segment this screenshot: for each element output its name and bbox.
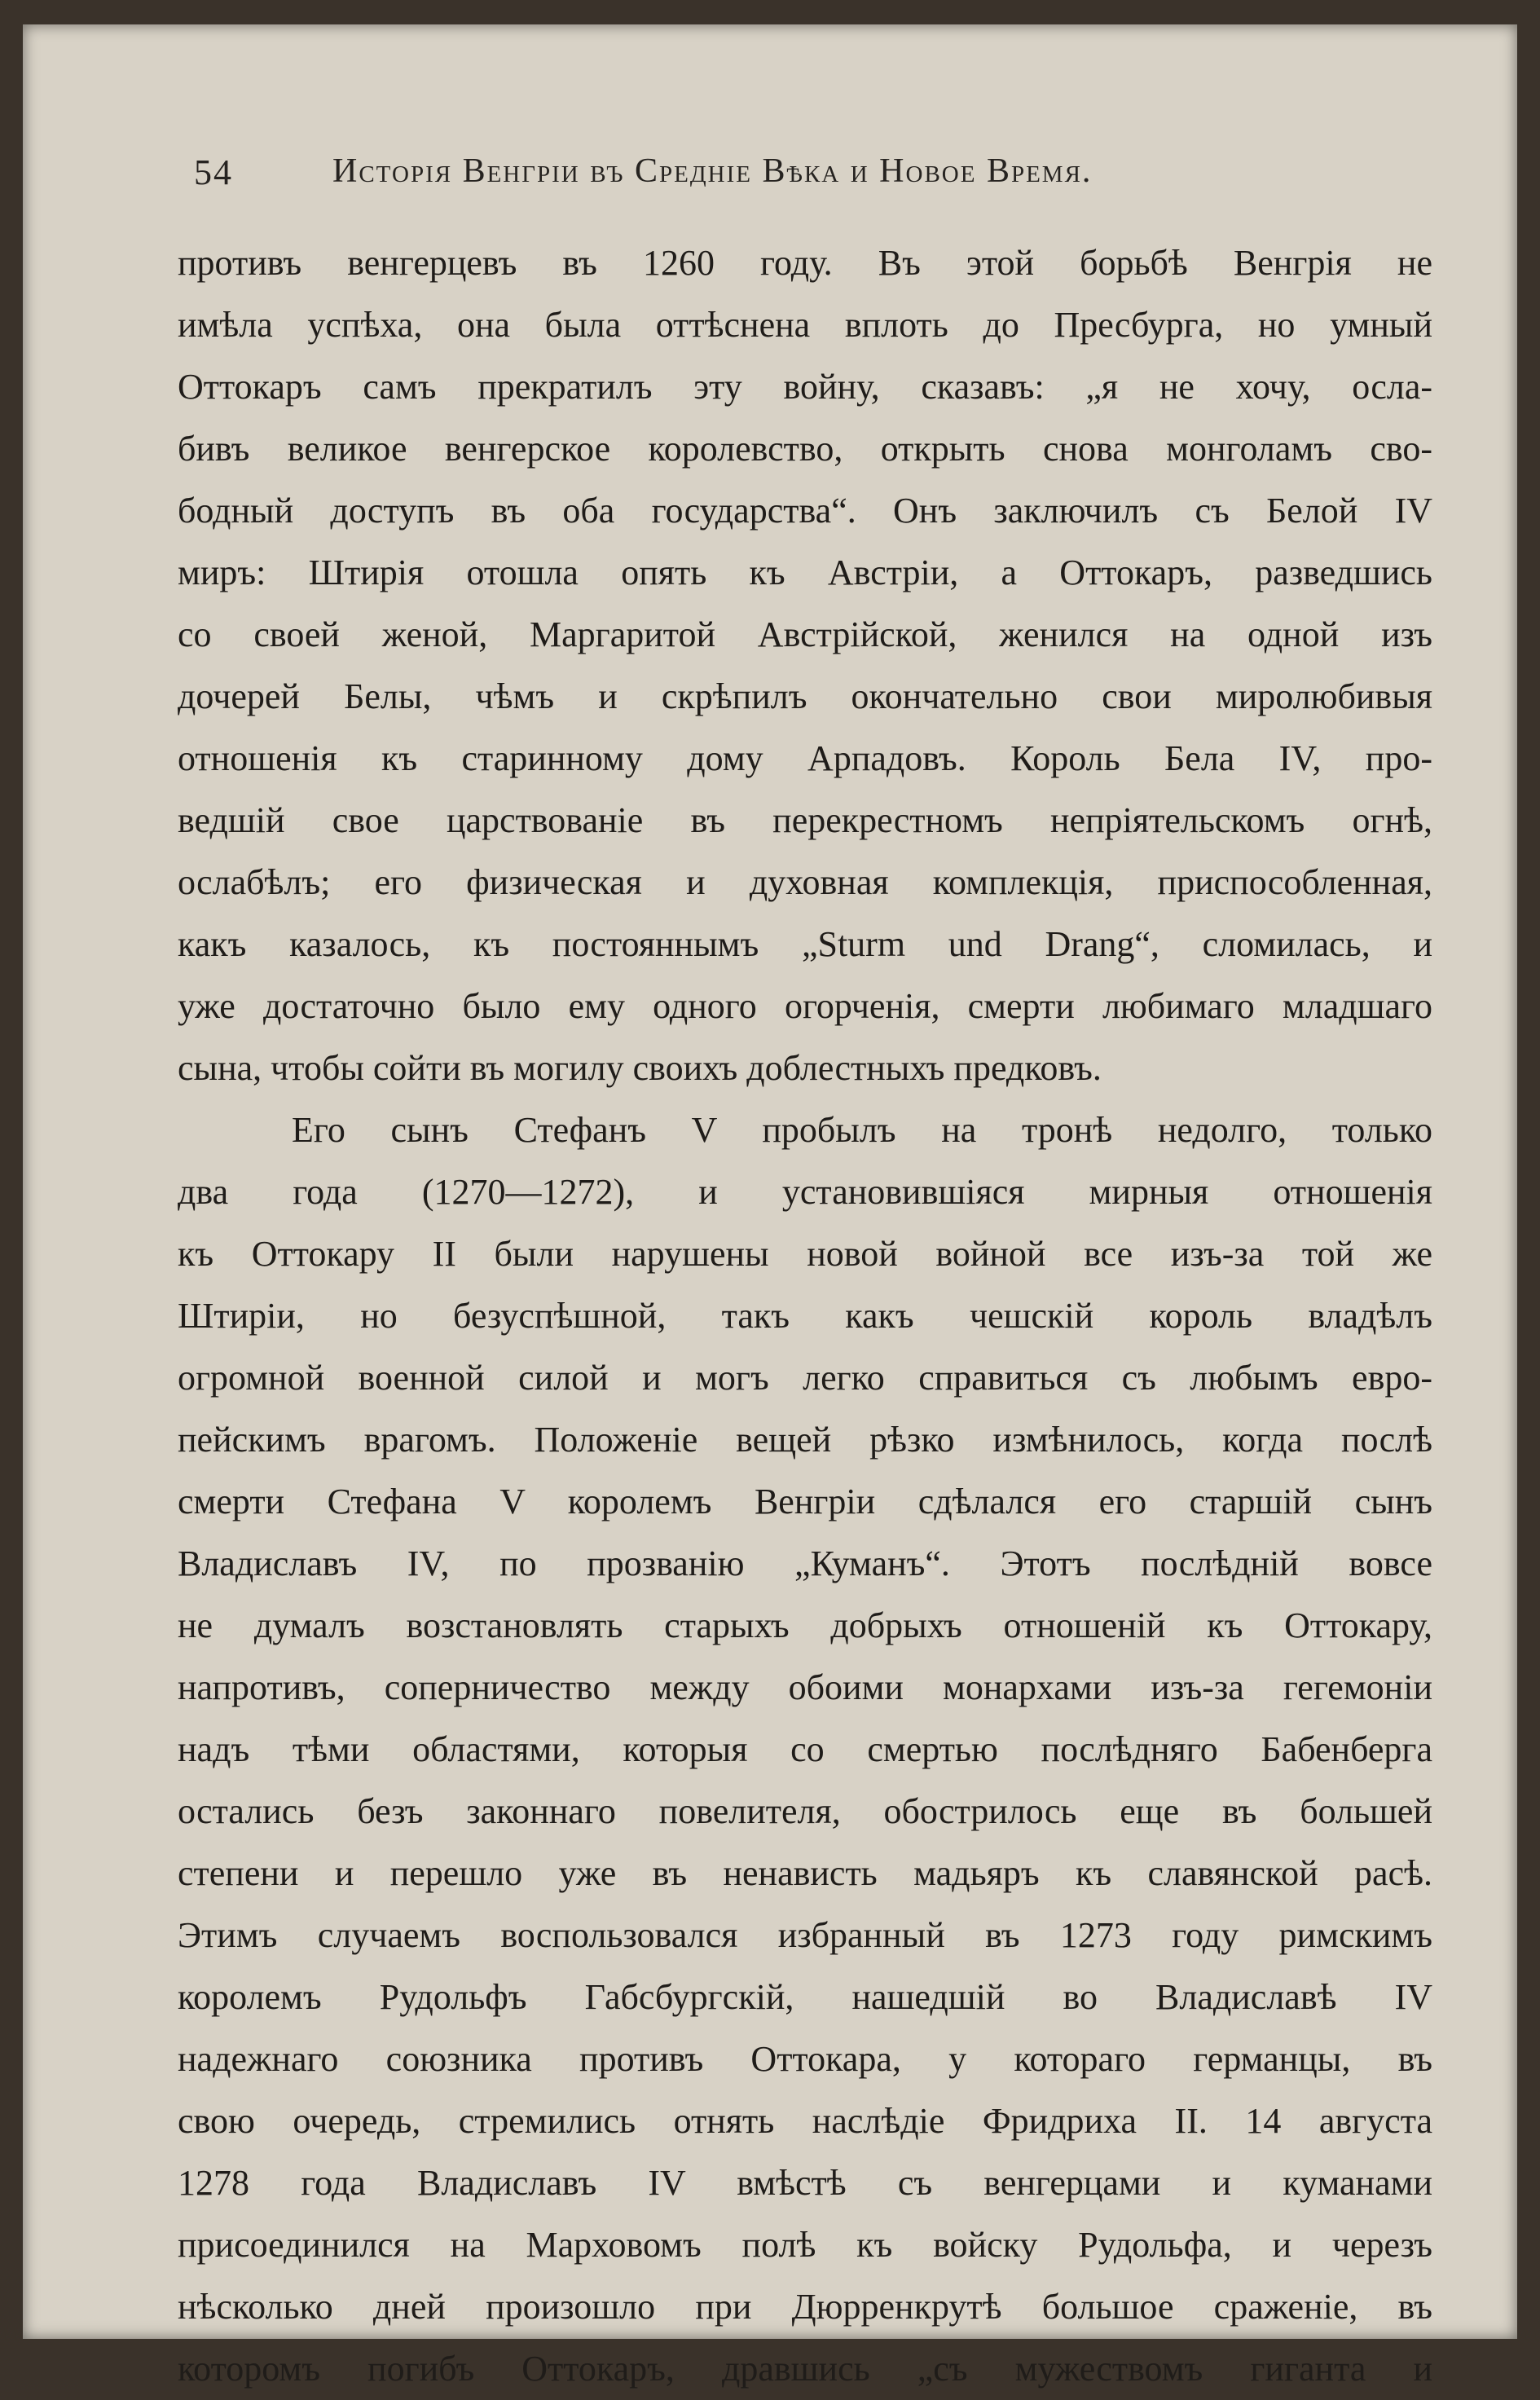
- text-line: напротивъ, соперничество между обоими монархами изъ-за гегемоніи: [178, 1667, 1432, 1707]
- text-line: два года (1270—1272), и установившіяся мирныя отношенія: [178, 1172, 1432, 1212]
- text-line: къ Оттокару II были нарушены новой войной все изъ-за той же: [178, 1234, 1432, 1274]
- text-line: Оттокаръ самъ прекратилъ эту войну, сказавъ: „я не хочу, осла-: [178, 367, 1432, 407]
- body-text: [178, 232, 1432, 2400]
- text-line: которомъ погибъ Оттокаръ, дравшись „съ мужествомъ гиганта и: [178, 2349, 1432, 2389]
- text-line: ведшій свое царствованіе въ перекрестномъ непріятельскомъ огнѣ,: [178, 800, 1432, 840]
- text-line: Штиріи, но безуспѣшной, такъ какъ чешскій король владѣлъ: [178, 1296, 1432, 1336]
- text-line: остались безъ законнаго повелителя, обострилось еще въ большей: [178, 1791, 1432, 1831]
- text-line: ослабѣлъ; его физическая и духовная комплекція, приспособленная,: [178, 862, 1432, 902]
- text-line: смерти Стефана V королемъ Венгріи сдѣлался его старшій сынъ: [178, 1482, 1432, 1521]
- text-line: надежнаго союзника противъ Оттокара, у котораго германцы, въ: [178, 2039, 1432, 2079]
- text-line: Этимъ случаемъ воспользовался избранный въ 1273 году римскимъ: [178, 1915, 1432, 1955]
- page-header: [169, 137, 1375, 210]
- text-line: королемъ Рудольфъ Габсбургскій, нашедшій во Владиславѣ IV: [178, 1977, 1432, 2017]
- text-line: пейскимъ врагомъ. Положеніе вещей рѣзко измѣнилось, когда послѣ: [178, 1420, 1432, 1460]
- text-line: дочерей Белы, чѣмъ и скрѣпилъ окончательно свои миролюбивыя: [178, 676, 1432, 716]
- text-line: миръ: Штирія отошла опять къ Австріи, а Оттокаръ, разведшись: [178, 553, 1432, 592]
- text-line: свою очередь, стремились отнять наслѣдіе Фридриха II. 14 августа: [178, 2101, 1432, 2141]
- running-title: Исторія Венгріи въ Средніе Вѣка и Новое Время.: [332, 152, 1093, 190]
- text-line: не думалъ возстановлять старыхъ добрыхъ отношеній къ Оттокару,: [178, 1605, 1432, 1645]
- text-line: степени и перешло уже въ ненависть мадьяръ къ славянской расѣ.: [178, 1853, 1432, 1893]
- text-line: 1278 года Владиславъ IV вмѣстѣ съ венгерцами и куманами: [178, 2163, 1432, 2203]
- text-line: отношенія къ старинному дому Арпадовъ. Король Бела IV, про-: [178, 738, 1432, 778]
- text-line: присоединился на Марховомъ полѣ къ войску Рудольфа, и черезъ: [178, 2225, 1432, 2265]
- text-line: бивъ великое венгерское королевство, открыть снова монголамъ сво-: [178, 429, 1432, 469]
- text-line: огромной военной силой и могъ легко справиться съ любымъ евро-: [178, 1358, 1432, 1398]
- text-line: Владиславъ IV, по прозванію „Куманъ“. Этотъ послѣдній вовсе: [178, 1543, 1432, 1583]
- page-number: 54: [194, 152, 233, 192]
- text-line: какъ казалось, къ постояннымъ „Sturm und Drang“, сломилась, и: [178, 924, 1432, 964]
- text-line: Его сынъ Стефанъ V пробылъ на тронѣ недолго, только: [292, 1110, 1432, 1150]
- text-line: противъ венгерцевъ въ 1260 году. Въ этой борьбѣ Венгрія не: [178, 243, 1432, 283]
- text-line: со своей женой, Маргаритой Австрійской, женился на одной изъ: [178, 614, 1432, 654]
- text-line: нѣсколько дней произошло при Дюрренкрутѣ большое сраженіе, въ: [178, 2287, 1432, 2327]
- text-line: сына, чтобы сойти въ могилу своихъ доблестныхъ предковъ.: [178, 1048, 1102, 1088]
- text-line: бодный доступъ въ оба государства“. Онъ заключилъ съ Белой IV: [178, 491, 1432, 531]
- book-page: [23, 24, 1517, 2389]
- text-line: надъ тѣми областями, которыя со смертью послѣдняго Бабенберга: [178, 1729, 1432, 1769]
- text-line: уже достаточно было ему одного огорченія, смерти любимаго младшаго: [178, 986, 1432, 1026]
- text-line: имѣла успѣха, она была оттѣснена вплоть до Пресбурга, но умный: [178, 305, 1432, 345]
